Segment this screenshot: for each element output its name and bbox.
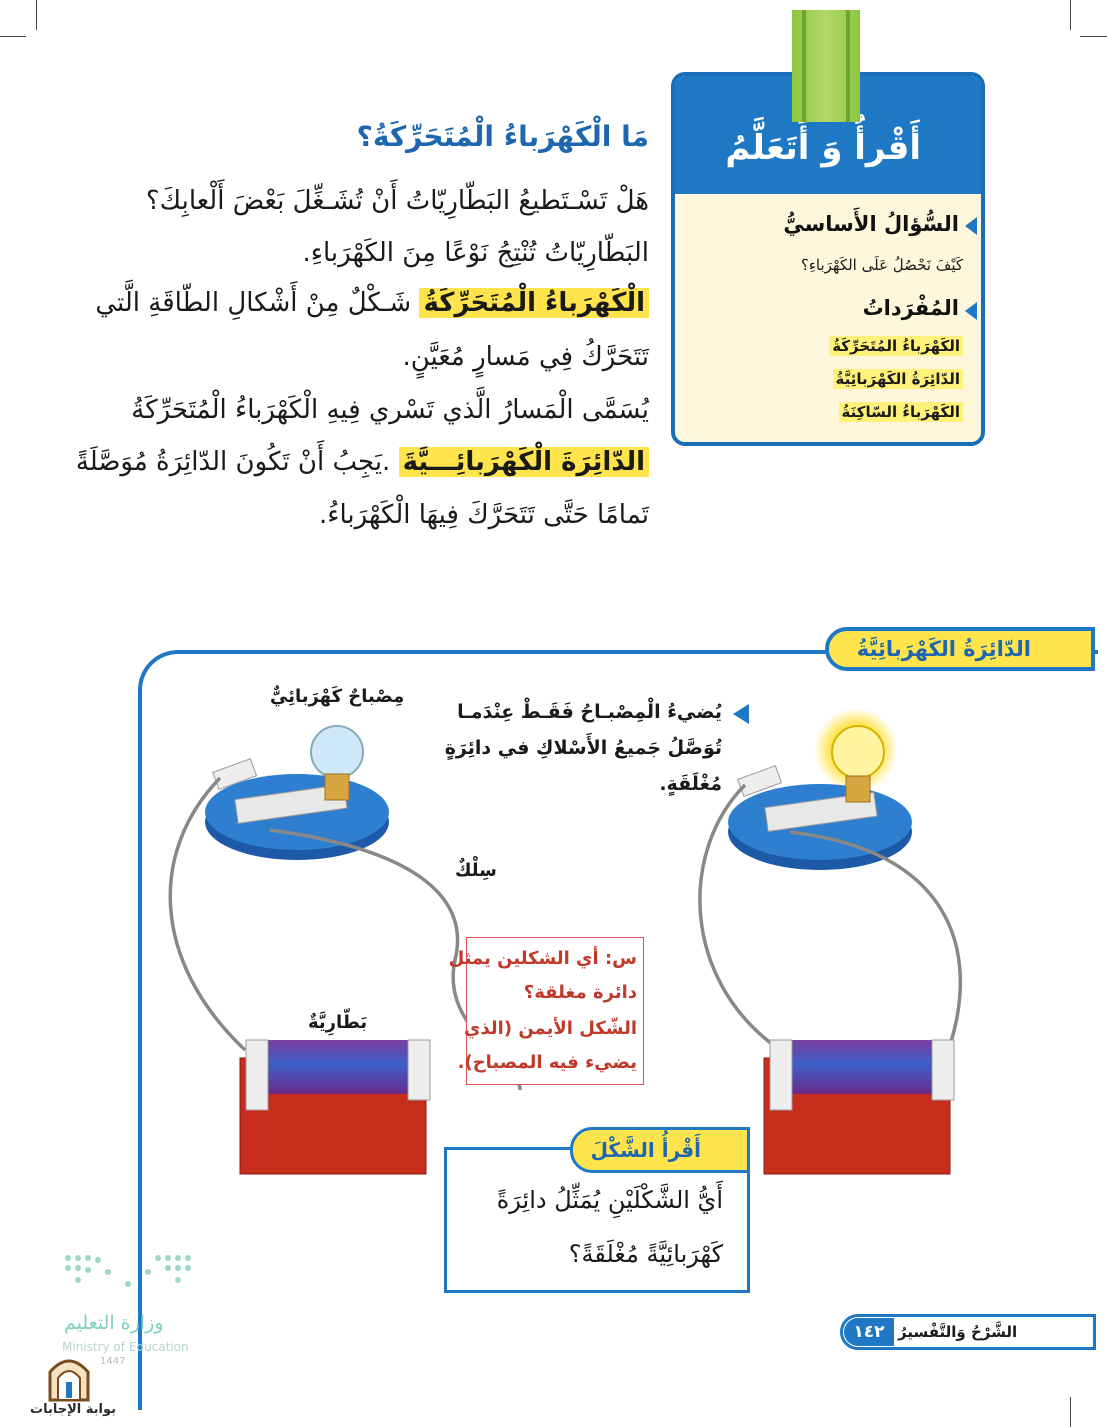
lesson-text: .يَجِبُ أَنْ تَكُونَ الدّائِرَةُ مُوَصَّلَةً xyxy=(75,447,391,477)
read-learn-title: أَقْرأُ وَ أَتَعَلَّمُ xyxy=(725,128,921,168)
battery-label: بَطّارِيَّةٌ xyxy=(308,1012,368,1033)
portal-name: بوابة الإجابات xyxy=(30,1402,116,1417)
ministry-name-ar: وزارة التعليم xyxy=(64,1312,164,1334)
read-shape-line: أَيُّ الشَّكْلَيْنِ يُمَثِّلُ دائِرَةً xyxy=(496,1186,723,1214)
read-shape-line: كَهْرَبائِيَّةً مُغْلَقَةً؟ xyxy=(568,1240,723,1268)
section-label: الشَّرْحُ وَالتَّفْسيرُ xyxy=(898,1323,1018,1341)
read-shape-tab xyxy=(570,1127,750,1173)
vocab-item: الكَهْرَباءُ السّاكِنَةُ xyxy=(839,402,964,422)
lesson-line: تَمامًا حَتَّى تَتَحَرَّكَ فِيهَا الْكَهْرَباءُ. xyxy=(319,500,649,530)
figure-caption-line: مُغْلَقَةٍ. xyxy=(659,773,722,795)
ministry-year: 1447 xyxy=(100,1356,126,1367)
lesson-line: تَتَحَرَّكُ فِي مَسارٍ مُعَيَّنٍ. xyxy=(402,342,649,372)
vocab-item: الدّائِرَةُ الكَهْرَبائِيَّةُ xyxy=(833,369,963,389)
figure-caption-line: تُوَصَّلُ جَميعُ الأَسْلاكِ في دائِرَةٍ xyxy=(444,737,722,759)
read-shape-title: أَقْرأُ الشَّكْلَ xyxy=(590,1138,701,1162)
portal-logo-icon xyxy=(46,1350,92,1402)
ministry-name-en: Ministry of Education xyxy=(62,1340,189,1354)
lesson-line: البَطّارِيّاتُ تُنْتِجُ نَوْعًا مِنَ الكَهْرَباءِ. xyxy=(302,238,649,268)
vocab-highlight: الدّائِرَةَ الْكَهْرَبائِـــيَّةَ xyxy=(399,447,649,477)
lesson-line: يُسَمَّى الْمَسارُ الَّذي تَسْري فِيهِ الْكَهْرَباءُ الْمُتَحَرِّكَةُ xyxy=(131,395,649,425)
lesson-text: شَـكْلٌ مِنْ أَشْكالِ الطّاقَةِ الَّتي xyxy=(95,288,412,318)
closed-circuit xyxy=(700,708,960,1174)
wire-label: سِلْكٌ xyxy=(455,860,497,881)
figure-title: الدّائِرَةُ الكَهْرَبائِيَّةُ xyxy=(856,637,1031,661)
vocab-highlight: الْكَهْرَباءُ الْمُتَحَرِّكَةُ xyxy=(419,288,649,318)
page-number: ١٤٢ xyxy=(844,1318,894,1346)
note-line: س: أي الشكلين يمثل xyxy=(448,948,637,969)
note-line: يضيء فيه المصباح). xyxy=(457,1052,637,1073)
figure-caption-line: يُضيءُ الْمِصْبـاحُ فَقَـطْ عِنْدَمـا xyxy=(457,701,722,723)
lesson-title: مَا الْكَهْرَباءُ الْمُتَحَرِّكَةُ؟ xyxy=(356,120,649,153)
essential-question: كَيْفَ نَحْصُلُ عَلَى الكَهْرَباءِ؟ xyxy=(800,256,963,274)
vocab-item: الكَهْرَباءُ المُتَحَرِّكَةُ xyxy=(829,336,963,356)
answer-note xyxy=(448,937,644,1085)
bulb-label: مِصْباحٌ كَهْرَبائِيٌّ xyxy=(270,686,405,707)
triangle-bullet-icon xyxy=(733,704,749,724)
note-line: الشّكل الأيمن (الذي xyxy=(464,1018,637,1039)
essential-question-label: السُّؤالُ الأَساسيُّ xyxy=(783,212,959,236)
vocabulary-label: المُفْرَداتُ xyxy=(862,296,959,320)
lesson-line: هَلْ تَسْـتَطيعُ البَطّارِيّاتُ أَنْ تُشَـغِّلَ بَعْضَ أَلْعابِكَ؟ xyxy=(145,186,649,216)
note-line: دائرة مغلقة؟ xyxy=(523,982,637,1003)
